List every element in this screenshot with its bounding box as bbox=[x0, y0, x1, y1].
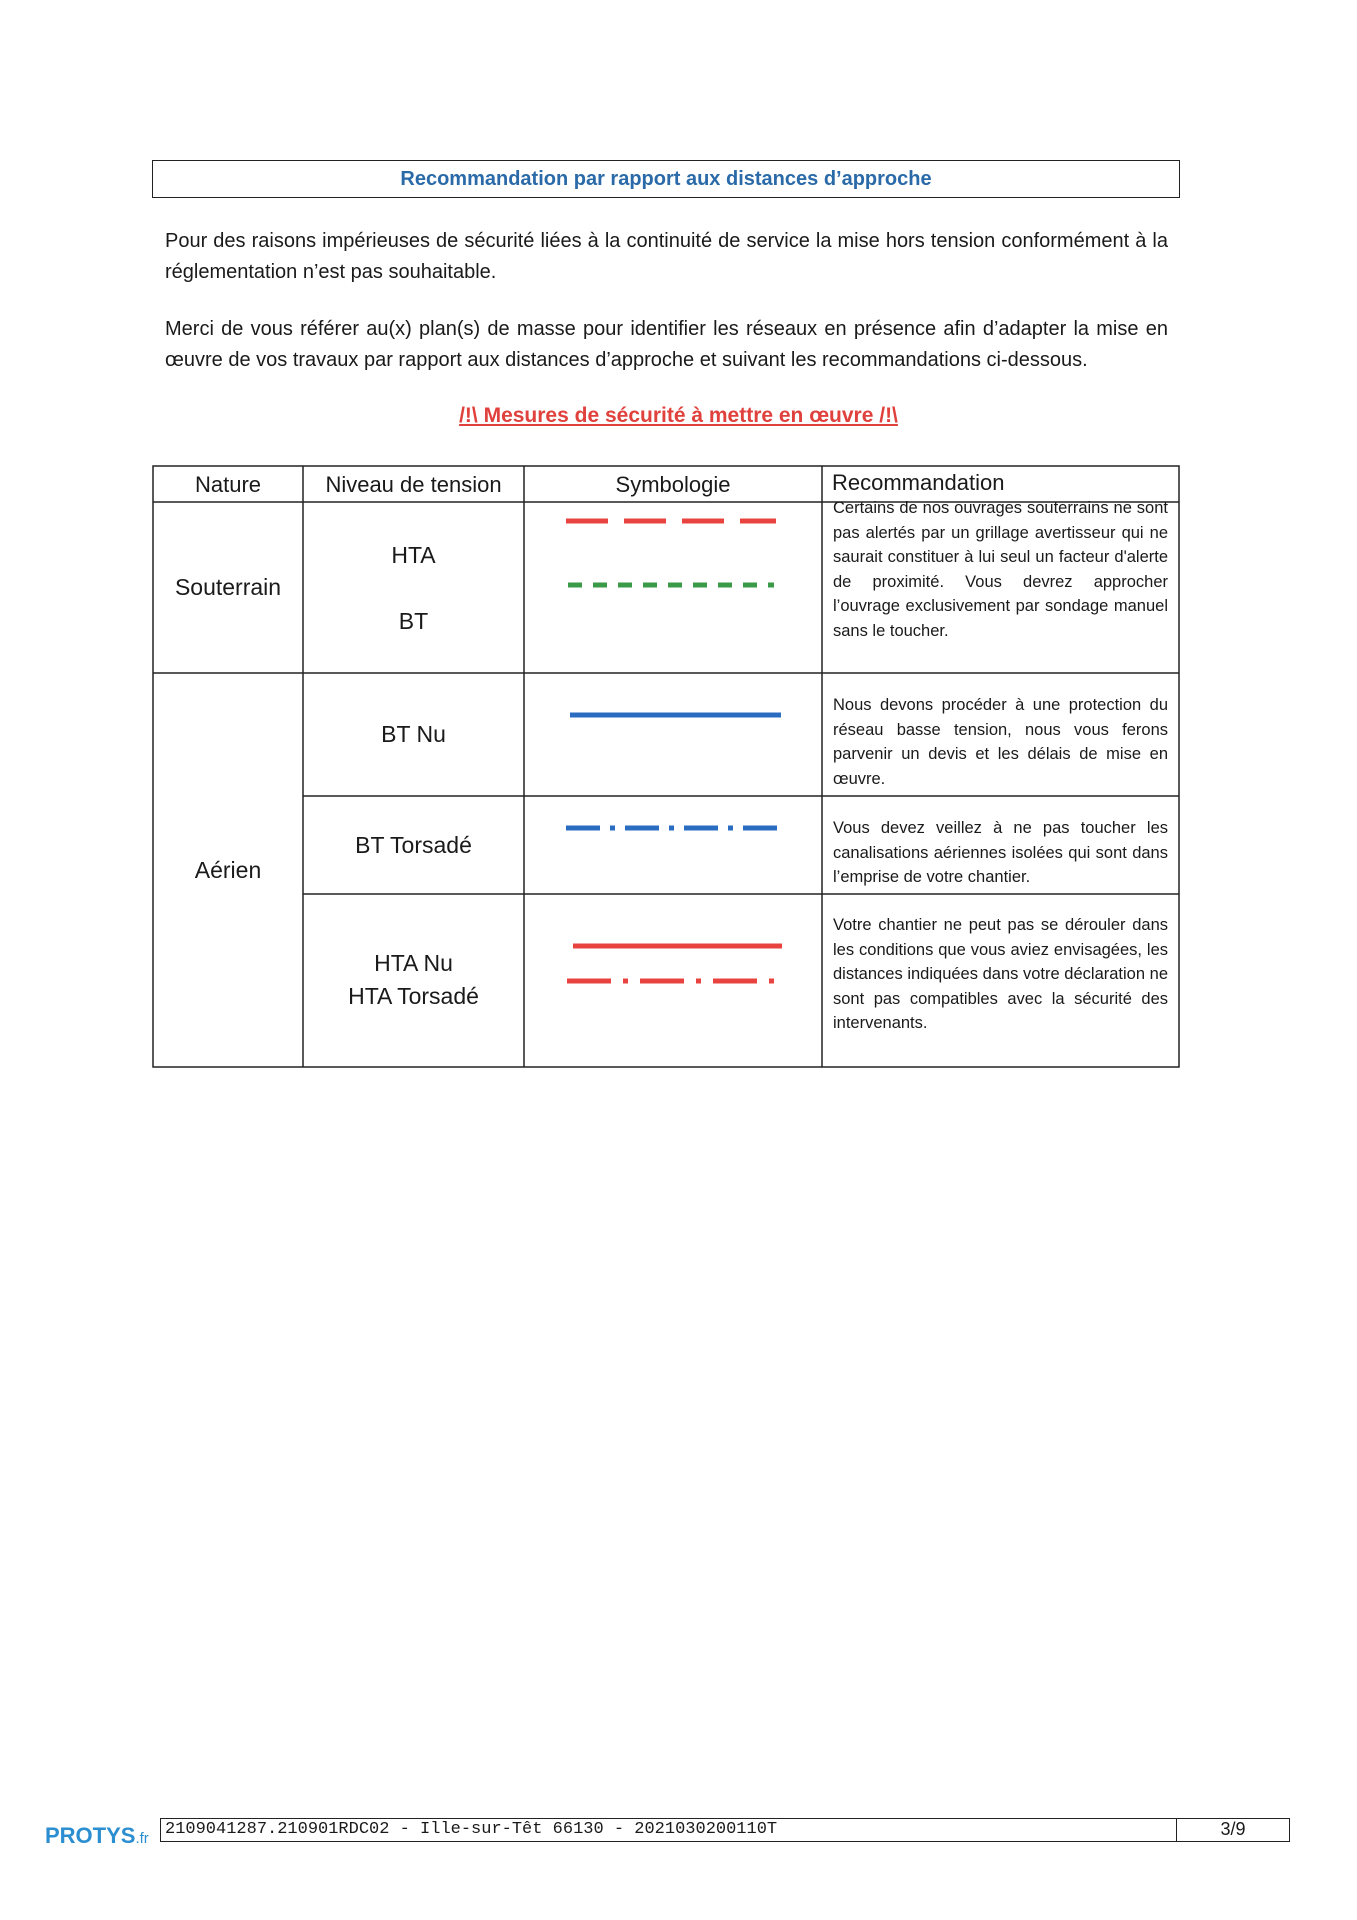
level-hta-nu: HTA Nu bbox=[374, 949, 453, 976]
section-title-box bbox=[152, 160, 1180, 198]
level-hta: HTA bbox=[391, 541, 436, 568]
level-bt-nu: BT Nu bbox=[381, 721, 446, 747]
reference-paragraph: Merci de vous référer au(x) plan(s) de masse pour identifier les réseaux en présence afin d’adapter la mise en œuvre de vos travaux par rapport aux distances d’approche et suivant les recommandations ci-dessous. bbox=[165, 318, 1168, 371]
section-title: Recommandation par rapport aux distances d’approche bbox=[400, 167, 932, 190]
recommendation-souterrain: Certains de nos ouvrages souterrains ne sont pas alertés par un grillage avertisseur qui ne saurait constituer à lui seul un facteur d'alerte de proximité. Vous devrez approcher l’ouvrage exclusivement par sondage manuel sans le toucher. bbox=[833, 499, 1168, 640]
intro-paragraph: Pour des raisons impérieuses de sécurité liées à la continuité de service la mise hors tension conformément à la réglementation n’est pas souhaitable. bbox=[165, 230, 1168, 283]
logo-text: PROTYS bbox=[45, 1823, 136, 1848]
protys-logo bbox=[45, 1823, 149, 1849]
page-number: 3/9 bbox=[1176, 1818, 1289, 1842]
safety-warning: /!\ Mesures de sécurité à mettre en œuvre /!\ bbox=[459, 404, 898, 427]
nature-souterrain: Souterrain bbox=[174, 574, 282, 600]
header-niveau-tension: Niveau de tension bbox=[325, 472, 502, 497]
level-bt-torsade: BT Torsadé bbox=[355, 831, 472, 858]
footer-reference-box bbox=[160, 1818, 1290, 1842]
header-recommandation: Recommandation bbox=[832, 470, 1005, 495]
recommendation-bt-torsade: Vous devez veillez à ne pas toucher les canalisations aériennes isolées qui sont dans l’emprise de votre chantier. bbox=[833, 819, 1168, 886]
level-bt: BT bbox=[398, 607, 429, 634]
level-hta-torsade: HTA Torsadé bbox=[348, 982, 479, 1009]
recommendation-bt-nu: Nous devons procéder à une protection du réseau basse tension, nous vous ferons parvenir un devis et les délais de mise en œuvre. bbox=[833, 696, 1168, 788]
header-nature: Nature bbox=[194, 472, 262, 497]
logo-suffix: .fr bbox=[135, 1830, 149, 1847]
footer-reference: 2109041287.210901RDC02 - Ille-sur-Têt 66130 - 2021030200110T bbox=[165, 1820, 778, 1839]
header-symbologie: Symbologie bbox=[615, 472, 731, 497]
nature-aerien: Aérien bbox=[194, 856, 262, 883]
recommendation-hta: Votre chantier ne peut pas se dérouler dans les conditions que vous aviez envisagées, les distances indiquées dans votre déclaration ne sont pas compatibles avec la sécurité des intervenants. bbox=[833, 916, 1168, 1032]
